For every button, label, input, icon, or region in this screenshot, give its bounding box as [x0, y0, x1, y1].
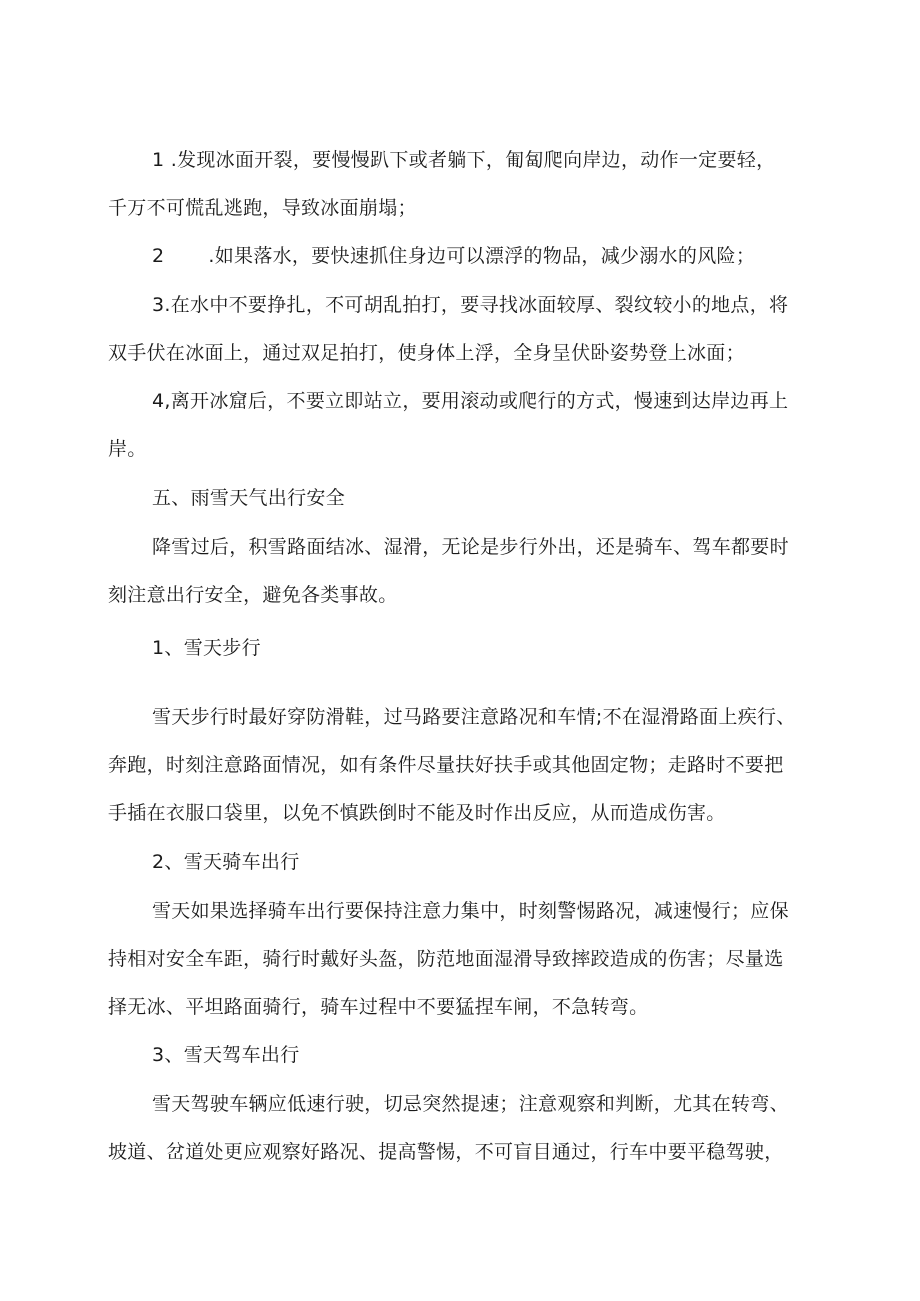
p4-line1: 4,离开冰窟后，不要立即站立，要用滚动或爬行的方式，慢速到达岸边再上 [152, 390, 789, 412]
sub1-heading: 1、雪天步行 [152, 637, 261, 659]
p8-line1: 雪天驾驶车辆应低速行驶，切忌突然提速；注意观察和判断，尤其在转弯、 [152, 1093, 789, 1115]
p7-line2: 持相对安全车距，骑行时戴好头盔，防范地面湿滑导致摔跤造成的伤害；尽量选 [108, 948, 784, 970]
p3-line1: 3.在水中不要挣扎，不可胡乱拍打，要寻找冰面较厚、裂纹较小的地点，将 [152, 294, 789, 316]
p2-text: .如果落水，要快速抓住身边可以漂浮的物品，减少溺水的风险； [208, 245, 756, 267]
p4-line2: 岸。 [108, 438, 147, 460]
p7-line3: 择无冰、平坦路面骑行，骑车过程中不要猛捏车闸，不急转弯。 [108, 996, 649, 1018]
p5-line1: 降雪过后，积雪路面结冰、湿滑，无论是步行外出，还是骑车、驾车都要时 [152, 536, 789, 558]
p5-line2: 刻注意出行安全，避免各类事故。 [108, 584, 398, 606]
p3-line2: 双手伏在冰面上，通过双足拍打，使身体上浮，全身呈伏卧姿势登上冰面； [108, 342, 745, 364]
p6-line3: 手插在衣服口袋里，以免不慎跌倒时不能及时作出反应，从而造成伤害。 [108, 802, 726, 824]
sub3-heading: 3、雪天驾车出行 [152, 1044, 300, 1066]
sub2-heading: 2、雪天骑车出行 [152, 851, 300, 873]
p7-line1: 雪天如果选择骑车出行要保持注意力集中，时刻警惕路况，减速慢行；应保 [152, 900, 789, 922]
p6-line1: 雪天步行时最好穿防滑鞋，过马路要注意路况和车情;不在湿滑路面上疾行、 [152, 706, 796, 728]
p8-line2: 坡道、岔道处更应观察好路况、提高警惕，不可盲目通过，行车中要平稳驾驶， [108, 1141, 784, 1163]
p2-line [152, 244, 755, 268]
p1-line2: 千万不可慌乱逃跑，导致冰面崩塌； [108, 197, 417, 219]
section5-heading: 五、雨雪天气出行安全 [152, 487, 346, 509]
p1-line1: 1 .发现冰面开裂，要慢慢趴下或者躺下，匍匐爬向岸边，动作一定要轻， [152, 149, 776, 171]
p2-number: 2 [152, 245, 165, 267]
p6-line2: 奔跑，时刻注意路面情况，如有条件尽量扶好扶手或其他固定物；走路时不要把 [108, 754, 784, 776]
